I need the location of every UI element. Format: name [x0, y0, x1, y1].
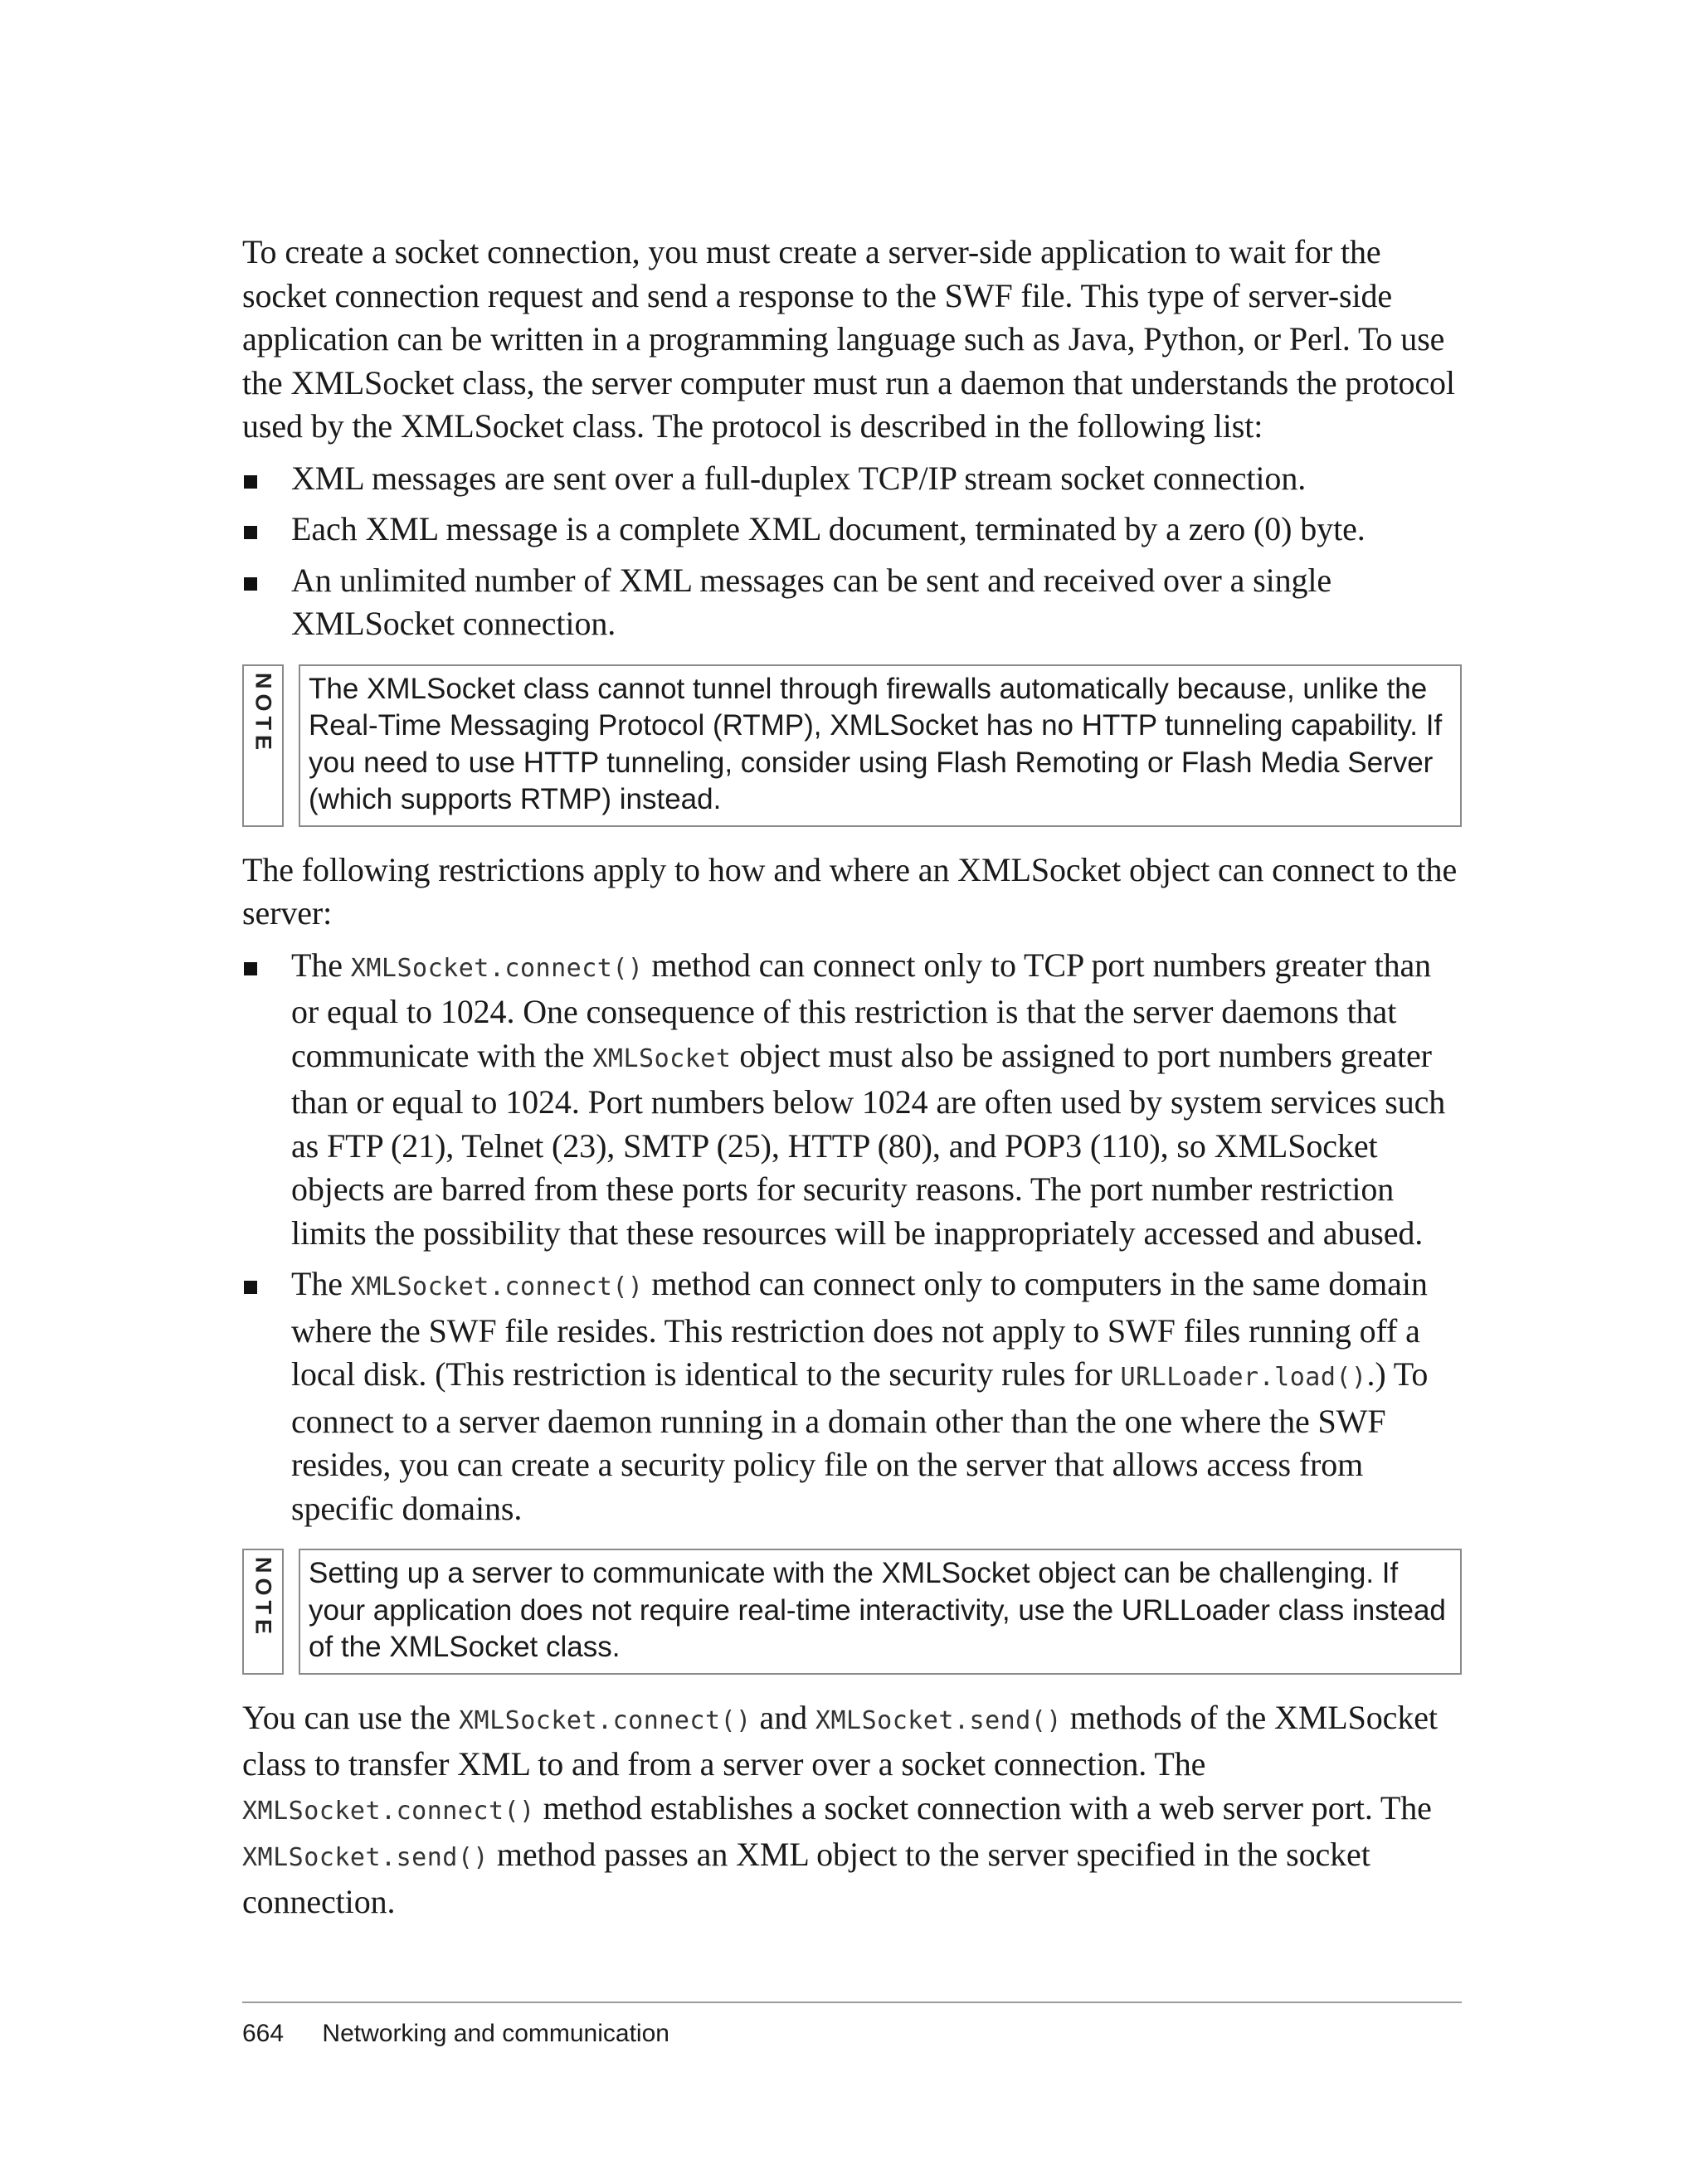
- list-item: [242, 944, 1462, 1256]
- list-item: [242, 508, 1462, 552]
- code-inline: XMLSocket.connect(): [350, 953, 644, 983]
- note-box-firewall: [242, 664, 1462, 827]
- text-run: method passes an XML object to the server specified in the socket connection.: [242, 1836, 1370, 1920]
- text-run: object must also be assigned to port numbers greater than or equal to 1024. Port numbers below 1024 are often used by system services such as FTP (21), Telnet (23), SMTP (25), HTTP (80), and POP3 (110), so XMLSocket objects are barred from these ports for security reasons. The port number restriction limits the possibility that these resources will be inappropriately accessed and abused.: [291, 1036, 1446, 1252]
- restrictions-intro: The following restrictions apply to how and where an XMLSocket object can connect to the server:: [242, 850, 1458, 931]
- intro-paragraph: To create a socket connection, you must create a server-side application to wait for the socket connection request and send a response to the SWF file. This type of server-side application can be written in a programming language such as Java, Python, or Perl. To use the XMLSocket class, the server computer must run a daemon that understands the protocol used by the XMLSocket class. The protocol is described in the following list:: [242, 233, 1455, 445]
- closing-paragraph: [242, 1696, 1462, 1924]
- bullet-square-icon: [244, 577, 257, 591]
- text-run: .) To connect to a server daemon running in a domain other than the one where the SWF resides, you can create a security policy file on the server that allows access from specific domains.: [291, 1355, 1429, 1527]
- list-item: [242, 559, 1462, 646]
- code-inline: XMLSocket.connect(): [242, 1796, 535, 1826]
- note-label-tab: [242, 664, 284, 827]
- list-item: [242, 457, 1462, 501]
- section-title: Networking and communication: [322, 2020, 669, 2047]
- bullet-square-icon: [244, 475, 257, 489]
- code-inline: XMLSocket.send(): [815, 1705, 1062, 1735]
- page-footer: [242, 2002, 1462, 2048]
- note-label: NOTE: [251, 1557, 276, 1640]
- page-content: [242, 231, 1462, 1932]
- list-item: [242, 1262, 1462, 1530]
- note-box-server-setup: [242, 1549, 1462, 1675]
- bullet-square-icon: [244, 526, 257, 539]
- note-text: The XMLSocket class cannot tunnel through firewalls automatically because, unlike the Real-Time Messaging Protocol (RTMP), XMLSocket has no HTTP tunneling capability. If you need to use HTTP tunneling, consider using Flash Remoting or Flash Media Server (which supports RTMP) instead.: [299, 664, 1462, 827]
- list-item-text: An unlimited number of XML messages can be sent and received over a single XMLSocket connection.: [291, 561, 1332, 642]
- code-inline: XMLSocket: [592, 1043, 732, 1073]
- text-run: You can use the: [242, 1698, 459, 1736]
- text-run: methods of the XMLSocket class to transfer XML to and from a server over a socket connection. The: [242, 1698, 1438, 1783]
- code-inline: XMLSocket.send(): [242, 1843, 489, 1872]
- list-item-text: Each XML message is a complete XML document, terminated by a zero (0) byte.: [291, 510, 1366, 547]
- bullet-square-icon: [244, 1281, 257, 1294]
- text-run: method can connect only to computers in the same domain where the SWF file resides. This restriction does not apply to SWF files running off a local disk. (This restriction is identical to the security rules for: [291, 1265, 1428, 1393]
- text-run: method can connect only to TCP port numbers greater than or equal to 1024. One consequence of this restriction is that the server daemons that communicate with the: [291, 946, 1432, 1074]
- protocol-list: [242, 457, 1462, 646]
- restrictions-list: [242, 944, 1462, 1531]
- note-label-tab: [242, 1549, 284, 1675]
- list-item-text: XML messages are sent over a full-duplex TCP/IP stream socket connection.: [291, 459, 1307, 497]
- text-run: method establishes a socket connection with a web server port. The: [534, 1788, 1432, 1826]
- text-run: The: [291, 946, 351, 984]
- code-inline: XMLSocket.connect(): [350, 1272, 644, 1301]
- code-inline: URLLoader.load(): [1120, 1363, 1367, 1392]
- note-label: NOTE: [251, 672, 276, 755]
- note-text: Setting up a server to communicate with the XMLSocket object can be challenging. If your application does not require real-time interactivity, use the URLLoader class instead of the XMLSocket class.: [299, 1549, 1462, 1675]
- text-run: The: [291, 1265, 351, 1302]
- bullet-square-icon: [244, 962, 257, 975]
- code-inline: XMLSocket.connect(): [458, 1705, 752, 1735]
- page-number: 664: [242, 2020, 285, 2047]
- text-run: and: [751, 1698, 815, 1736]
